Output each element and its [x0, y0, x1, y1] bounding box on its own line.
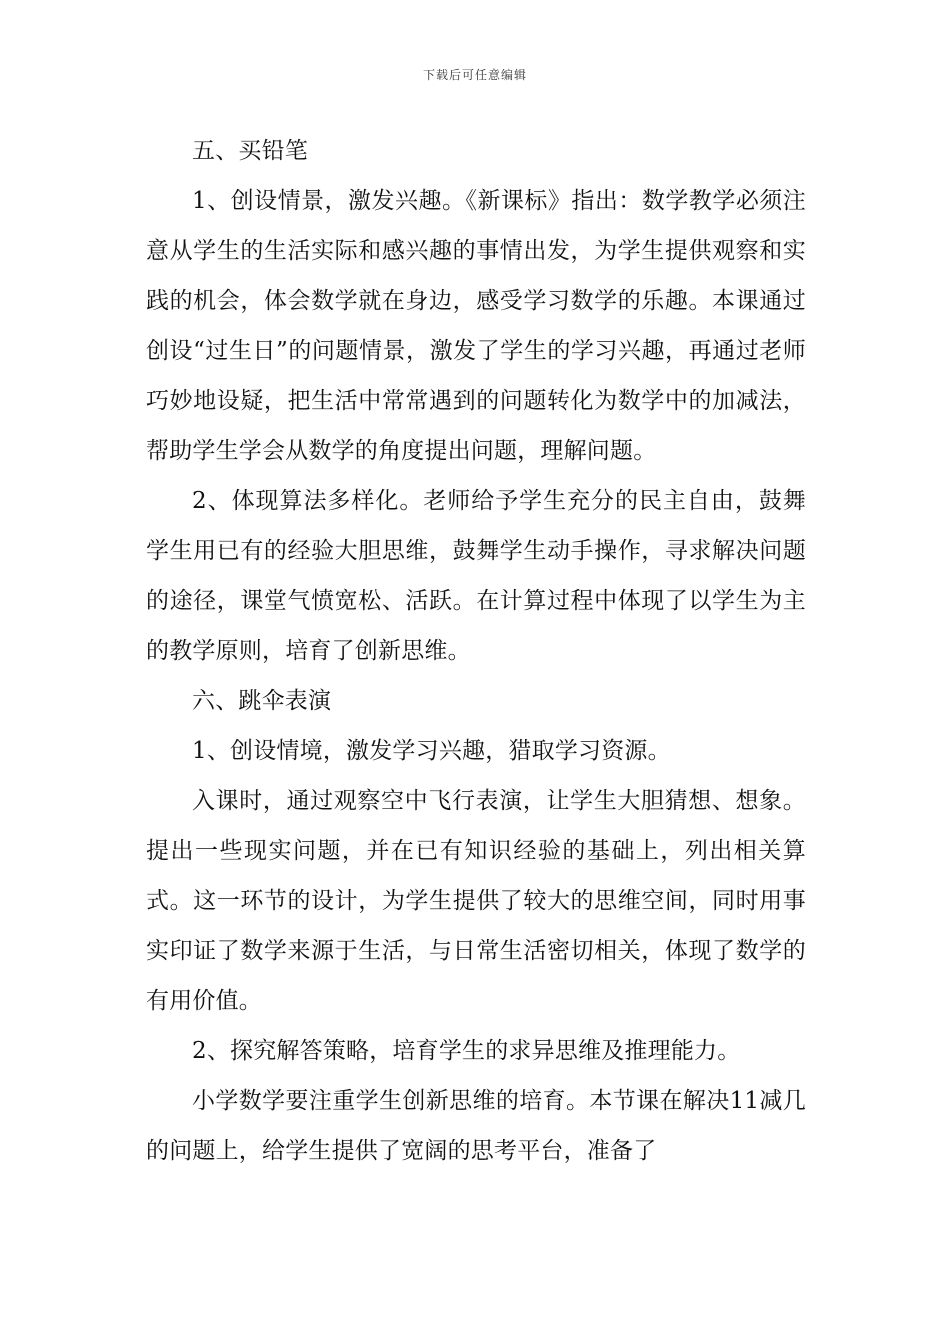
paragraph: 1、创设情境，激发学习兴趣，猎取学习资源。: [192, 738, 671, 764]
section-heading-parachute-show: 六、跳伞表演: [192, 688, 332, 714]
page-header-note: 下载后可任意编辑: [422, 68, 527, 82]
paragraph: 1、创设情景，激发兴趣。《新课标》指出：数学教学必须注意从学生的生活实际和感兴趣的事情出发，为学生提供观察和实践的机会，体会数学就在身边，感受学习数学的乐趣。本课通过创设“过生日”的问题情景，激发了学生的学习兴趣，再通过老师巧妙地设疑，把生活中常常遇到的问题转化为数学中的加减法，帮助学生学会从数学的角度提出问题，理解问题。: [146, 188, 806, 464]
section-heading-buy-pencils: 五、买铅笔: [192, 138, 308, 164]
paragraph: 小学数学要注重学生创新思维的培育。本节课在解决11减几的问题上，给学生提供了宽阔的思考平台，准备了: [146, 1088, 806, 1164]
paragraph: 入课时，通过观察空中飞行表演，让学生大胆猜想、想象。提出一些现实问题，并在已有知识经验的基础上，列出相关算式。这一环节的设计，为学生提供了较大的思维空间，同时用事实印证了数学来源于生活，与日常生活密切相关，体现了数学的有用价值。: [146, 788, 806, 1014]
paragraph: 2、体现算法多样化。老师给予学生充分的民主自由，鼓舞学生用已有的经验大胆思维，鼓舞学生动手操作，寻求解决问题的途径，课堂气愤宽松、活跃。在计算过程中体现了以学生为主的教学原则，培育了创新思维。: [146, 488, 806, 664]
paragraph: 2、探究解答策略，培育学生的求异思维及推理能力。: [192, 1038, 741, 1064]
document-body: [146, 126, 806, 1176]
